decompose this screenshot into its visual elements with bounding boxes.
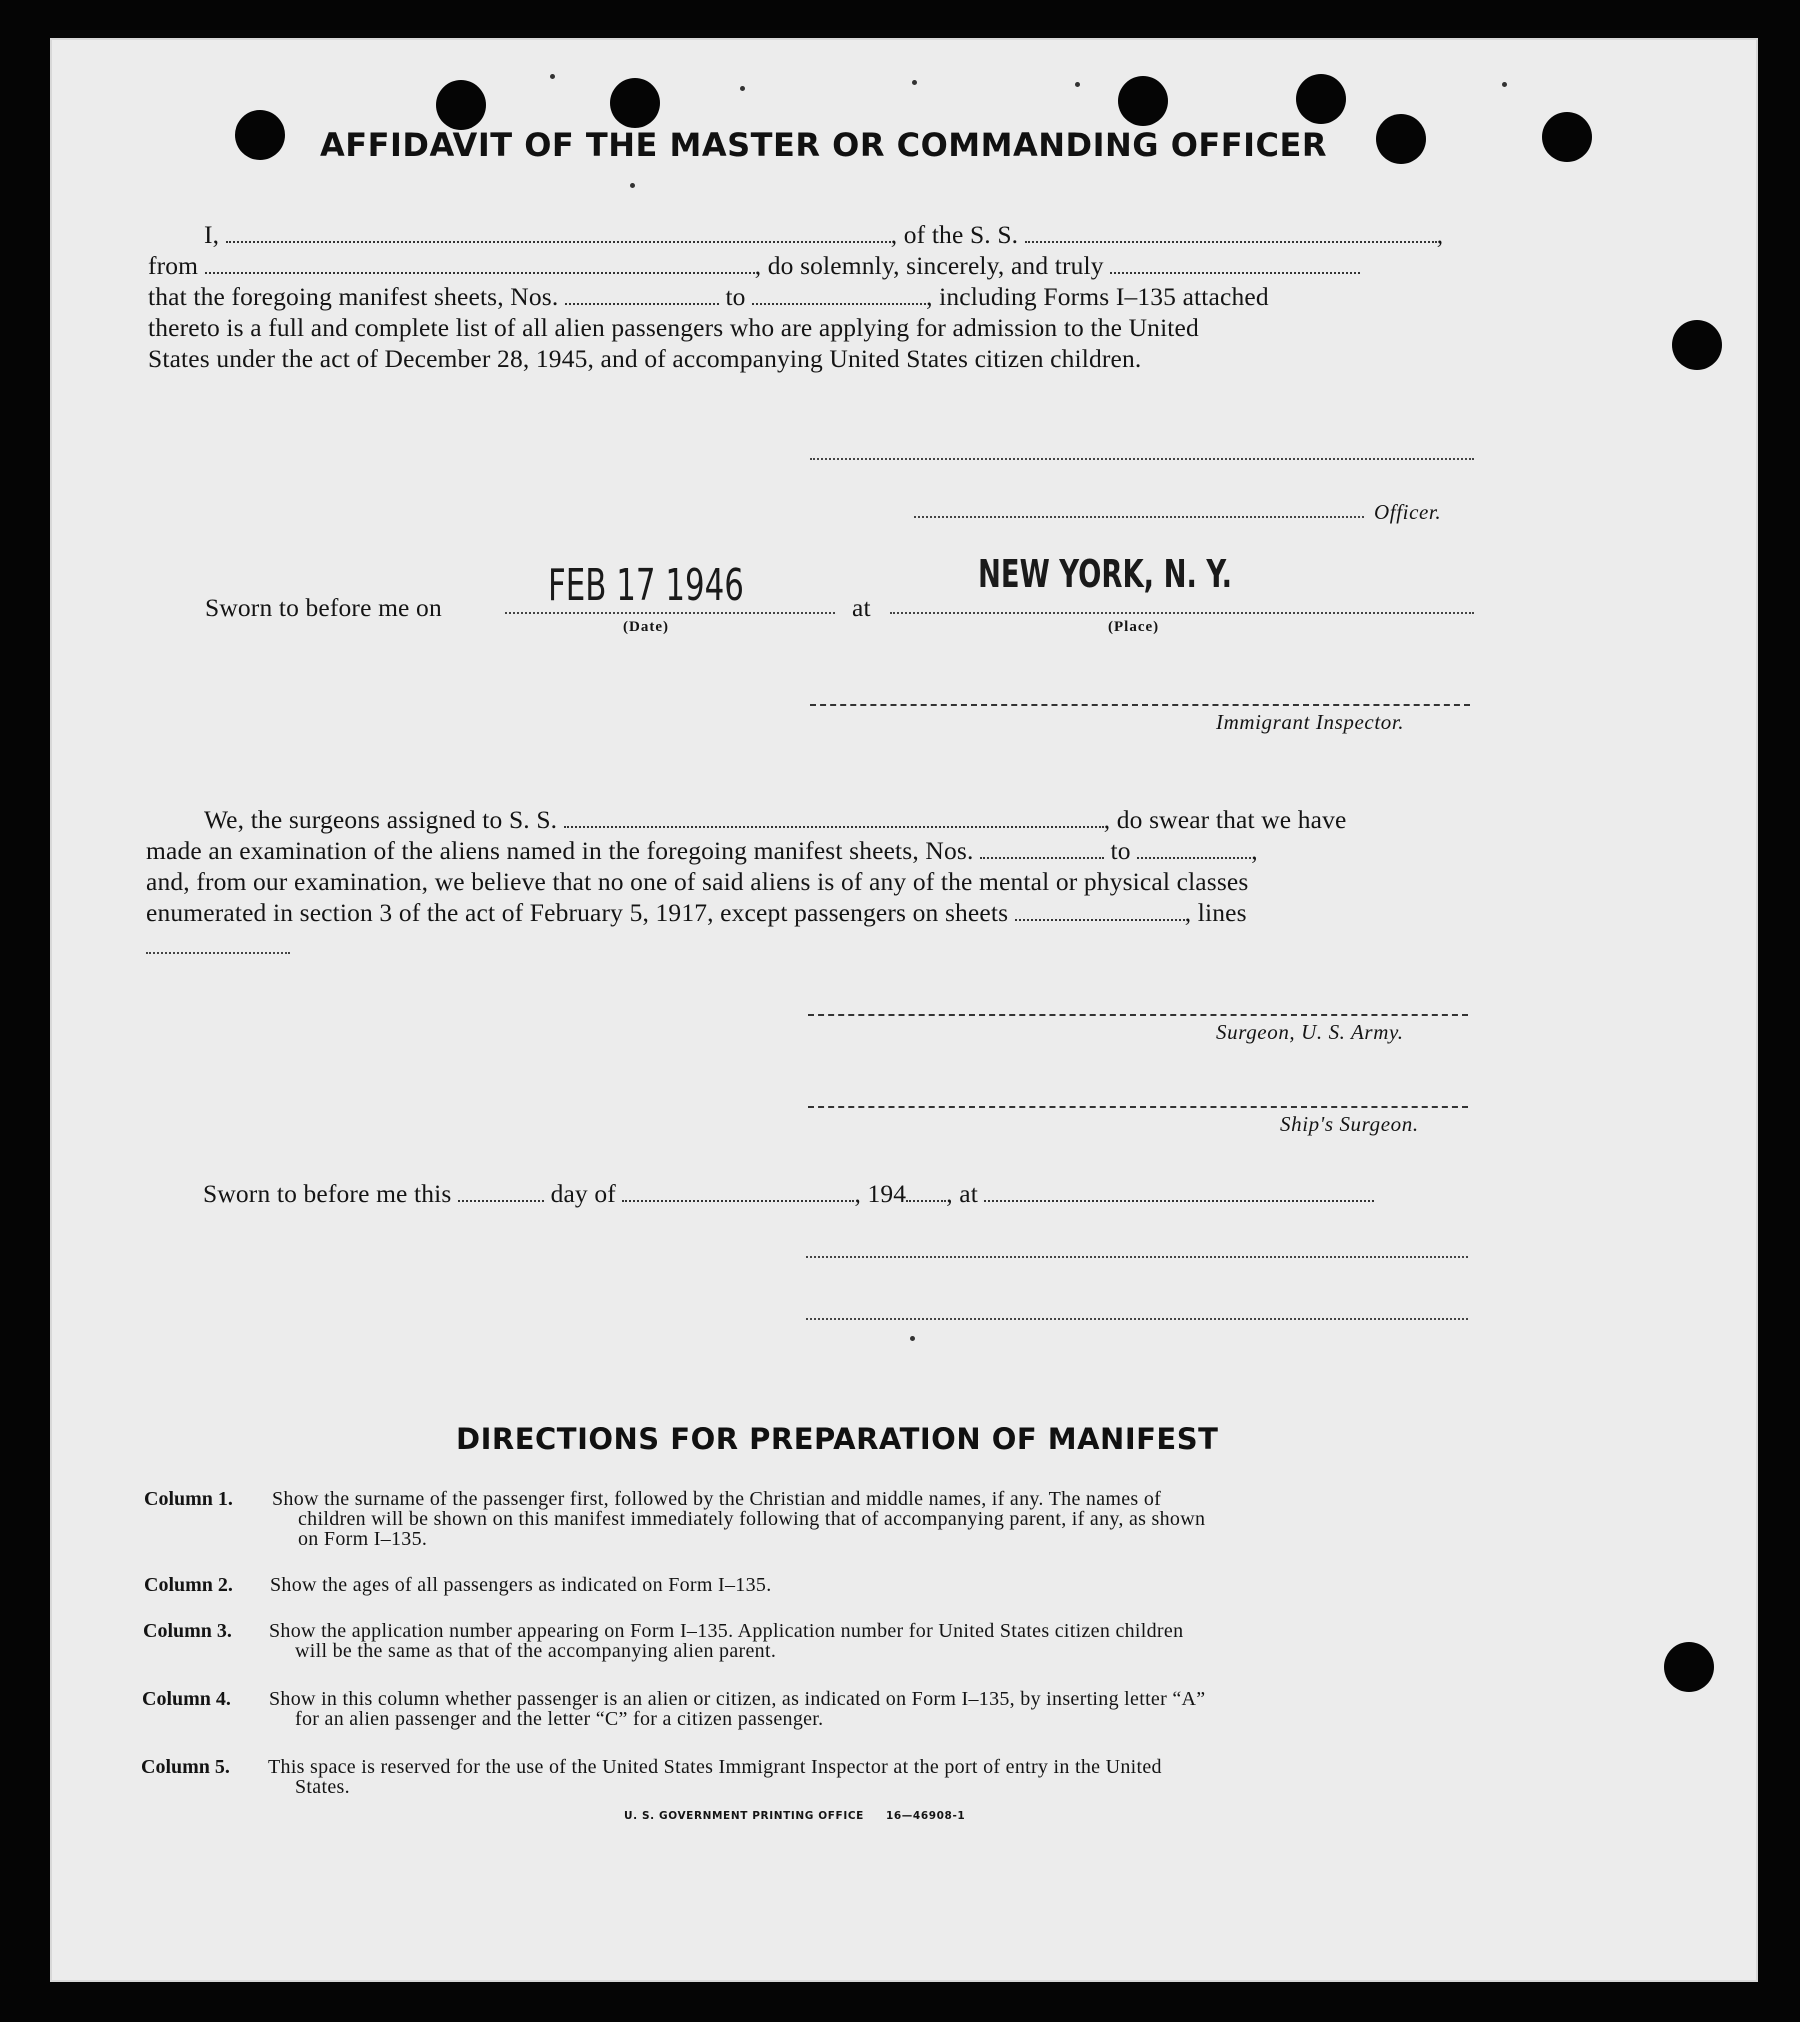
surgeons-line-2 bbox=[146, 835, 1258, 866]
direction-text: States. bbox=[295, 1776, 350, 1798]
army-surgeon-caption: Surgeon, U. S. Army. bbox=[1216, 1020, 1404, 1044]
punch-hole bbox=[1118, 76, 1168, 126]
directions-heading: DIRECTIONS FOR PREPARATION OF MANIFEST bbox=[456, 1422, 1219, 1456]
surgeons-line-3: and, from our examination, we believe that no one of said aliens is of any of the mental or physical classes bbox=[146, 867, 1249, 896]
direction-label: Column 5. bbox=[141, 1756, 230, 1778]
sheet-from-blank[interactable] bbox=[565, 302, 719, 305]
affidavit-solemnly: , do solemnly, sincerely, and truly bbox=[754, 251, 1104, 280]
speck bbox=[1075, 82, 1080, 87]
punch-hole bbox=[1296, 74, 1346, 124]
punch-hole bbox=[610, 78, 660, 128]
sheet-to-blank[interactable] bbox=[752, 302, 926, 305]
surgeon-ship-blank[interactable] bbox=[564, 825, 1104, 828]
affidavit-comma: , bbox=[1436, 220, 1444, 249]
sworn2-place-blank[interactable] bbox=[984, 1199, 1374, 1202]
surgeon-sheet-from-blank[interactable] bbox=[980, 856, 1104, 859]
place-label: (Place) bbox=[1108, 619, 1160, 635]
direction-label: Column 2. bbox=[144, 1574, 233, 1596]
speck bbox=[630, 183, 635, 188]
affidavit-line-5: States under the act of December 28, 1945, and of accompanying United States citizen children. bbox=[148, 344, 1142, 373]
affidavit-line-2 bbox=[148, 250, 1360, 281]
ship-name-blank[interactable] bbox=[1025, 240, 1437, 243]
direction-label: Column 1. bbox=[144, 1488, 233, 1510]
direction-text: will be the same as that of the accompanying alien parent. bbox=[295, 1640, 777, 1662]
officer-signature-line[interactable] bbox=[810, 458, 1474, 460]
sworn2-day-of: day of bbox=[550, 1179, 616, 1208]
direction-text: Show the surname of the passenger first, followed by the Christian and middle names, if any. The names of bbox=[272, 1488, 1162, 1510]
direction-label: Column 4. bbox=[142, 1688, 231, 1710]
speck bbox=[550, 74, 555, 79]
truly-blank[interactable] bbox=[1110, 271, 1360, 274]
name-blank[interactable] bbox=[226, 240, 891, 243]
inspector-caption: Immigrant Inspector. bbox=[1216, 710, 1405, 734]
signature-line-a[interactable] bbox=[806, 1256, 1468, 1258]
speck bbox=[910, 1336, 915, 1341]
direction-text: Show in this column whether passenger is an alien or citizen, as indicated on Form I–135, by inserting letter “A” bbox=[269, 1688, 1206, 1710]
army-surgeon-signature-line[interactable] bbox=[808, 1014, 1468, 1016]
speck bbox=[740, 86, 745, 91]
speck bbox=[1502, 82, 1507, 87]
direction-label: Column 3. bbox=[143, 1620, 232, 1642]
affidavit-i: I, bbox=[204, 220, 220, 249]
surgeons-line-4 bbox=[146, 897, 1247, 928]
date-stamp: FEB 17 1946 bbox=[548, 560, 744, 611]
affidavit-line-1 bbox=[204, 219, 1443, 250]
day-blank[interactable] bbox=[458, 1199, 544, 1202]
direction-text: This space is reserved for the use of the United States Immigrant Inspector at the port of entry in the United bbox=[268, 1756, 1162, 1778]
sworn-at: at bbox=[852, 593, 871, 622]
direction-text: children will be shown on this manifest immediately following that of accompanying parent, if any, as shown bbox=[298, 1508, 1206, 1530]
affidavit-line-3 bbox=[148, 281, 1269, 312]
sworn-prefix: Sworn to before me on bbox=[205, 593, 442, 622]
form-sheet bbox=[50, 38, 1758, 1982]
sworn2-prefix: Sworn to before me this bbox=[203, 1179, 452, 1208]
punch-hole bbox=[1664, 1642, 1714, 1692]
punch-hole bbox=[235, 110, 285, 160]
direction-text: on Form I–135. bbox=[298, 1528, 428, 1550]
from-port-blank[interactable] bbox=[205, 271, 755, 274]
surgeons-examination: made an examination of the aliens named in the foregoing manifest sheets, Nos. bbox=[146, 836, 974, 865]
surgeons-swear: , do swear that we have bbox=[1103, 805, 1347, 834]
inspector-signature-line[interactable] bbox=[810, 704, 1470, 706]
affidavit-line-4: thereto is a full and complete list of all alien passengers who are applying for admission to the United bbox=[148, 313, 1199, 342]
surgeons-assigned: We, the surgeons assigned to S. S. bbox=[204, 805, 558, 834]
punch-hole bbox=[1542, 112, 1592, 162]
officer-caption: Officer. bbox=[1374, 500, 1442, 524]
surgeons-comma: , bbox=[1251, 836, 1258, 865]
surgeons-except: enumerated in section 3 of the act of February 5, 1917, except passengers on sheets bbox=[146, 898, 1009, 927]
affidavit-to: to bbox=[725, 282, 746, 311]
affidavit-of-ss: , of the S. S. bbox=[890, 220, 1019, 249]
affidavit-including: , including Forms I–135 attached bbox=[926, 282, 1269, 311]
surgeon-sheet-to-blank[interactable] bbox=[1137, 856, 1251, 859]
direction-text: Show the application number appearing on Form I–135. Application number for United States citizen children bbox=[269, 1620, 1184, 1642]
month-blank[interactable] bbox=[622, 1199, 854, 1202]
sworn2-year: , 194 bbox=[854, 1179, 907, 1208]
signature-line-b[interactable] bbox=[806, 1318, 1468, 1320]
punch-hole bbox=[1672, 320, 1722, 370]
punch-hole bbox=[1376, 114, 1426, 164]
lines-blank[interactable] bbox=[146, 952, 290, 954]
year-blank[interactable] bbox=[906, 1199, 946, 1202]
officer-signature-line-2[interactable] bbox=[914, 516, 1364, 518]
page-title: AFFIDAVIT OF THE MASTER OR COMMANDING OFFICER bbox=[320, 126, 1327, 164]
surgeons-lines: , lines bbox=[1184, 898, 1247, 927]
date-blank[interactable] bbox=[505, 612, 835, 614]
place-stamp: NEW YORK, N. Y. bbox=[978, 552, 1233, 596]
sworn2-at: , at bbox=[946, 1179, 978, 1208]
punch-hole bbox=[436, 80, 486, 130]
affidavit-sheets: that the foregoing manifest sheets, Nos. bbox=[148, 282, 559, 311]
except-sheets-blank[interactable] bbox=[1015, 918, 1185, 921]
form-code: 16—46908-1 bbox=[886, 1810, 966, 1822]
date-label: (Date) bbox=[623, 619, 669, 635]
printer-imprint: U. S. GOVERNMENT PRINTING OFFICE bbox=[624, 1810, 864, 1822]
affidavit-from: from bbox=[148, 251, 199, 280]
direction-text: Show the ages of all passengers as indicated on Form I–135. bbox=[270, 1574, 772, 1596]
speck bbox=[912, 80, 917, 85]
surgeons-line-1 bbox=[204, 804, 1347, 835]
surgeons-to: to bbox=[1110, 836, 1131, 865]
ship-surgeon-caption: Ship's Surgeon. bbox=[1280, 1112, 1419, 1136]
direction-text: for an alien passenger and the letter “C” for a citizen passenger. bbox=[295, 1708, 824, 1730]
place-blank[interactable] bbox=[890, 612, 1474, 614]
ship-surgeon-signature-line[interactable] bbox=[808, 1106, 1468, 1108]
sworn2-line bbox=[203, 1178, 1374, 1209]
